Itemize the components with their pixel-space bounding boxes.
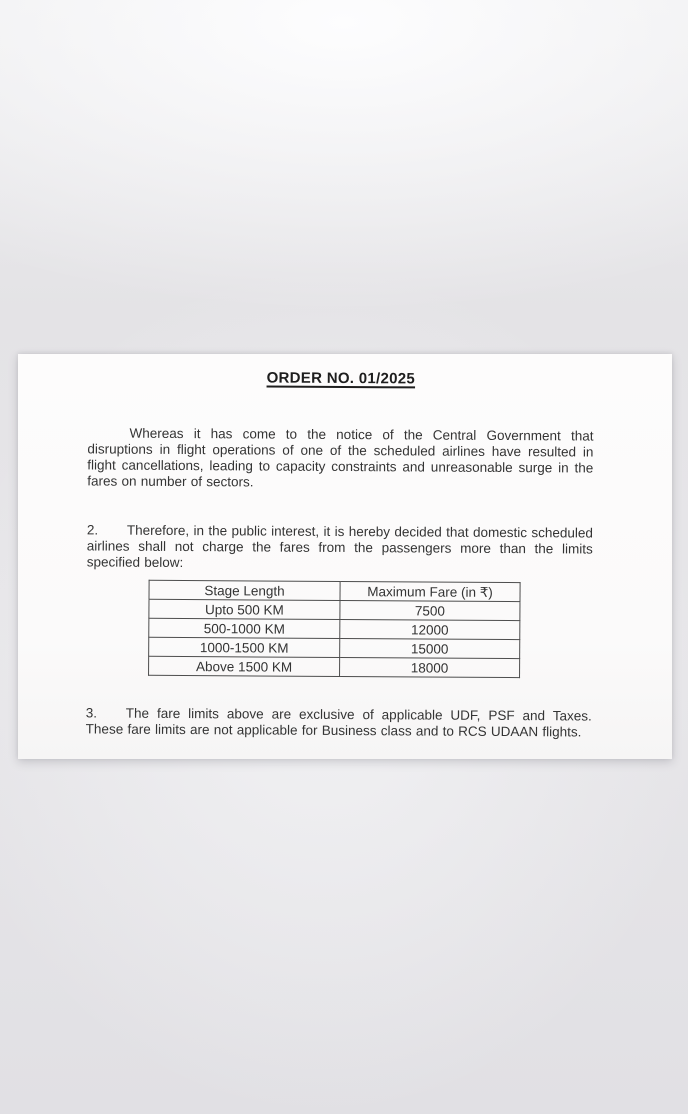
fare-table-cell-fare: 18000 [340, 657, 520, 677]
document-content [16, 352, 672, 741]
fare-table-cell-stage: 1000-1500 KM [149, 637, 340, 657]
fare-table-cell-stage: Above 1500 KM [149, 656, 340, 676]
fare-table-header-row [149, 580, 520, 601]
paragraph-3-number: 3. [85, 705, 98, 721]
paragraph-3-text: The fare limits above are exclusive of applicable UDF, PSF and Taxes. These fare limits are not applicable for Business class and to RCS UDAAN flights. [85, 705, 592, 740]
fare-table-row [149, 637, 520, 658]
order-title-text: ORDER NO. 01/2025 [266, 369, 416, 388]
fare-table [148, 580, 521, 678]
document-page [18, 354, 672, 759]
paragraph-2-text: Therefore, in the public interest, it is hereby decided that domestic scheduled airlines shall not charge the fares from the passengers more than the limits specified below: [86, 522, 593, 571]
fare-table-row [149, 656, 520, 677]
fare-table-row [149, 618, 520, 639]
fare-table-header-stage-length: Stage Length [149, 580, 340, 600]
fare-table-cell-fare: 15000 [340, 638, 520, 658]
fare-table-cell-fare: 12000 [340, 619, 520, 639]
order-title [88, 368, 594, 389]
paragraph-2 [87, 522, 593, 573]
fare-table-cell-stage: 500-1000 KM [149, 618, 340, 638]
paragraph-3 [86, 705, 592, 740]
paragraph-whereas: Whereas it has come to the notice of the Central Government that disruptions in flight operations of one of the scheduled airlines have resulted in flight cancellations, leading to capacity constraints and unreasonable surge in the fares on number of sectors. [87, 425, 594, 490]
fare-table-cell-stage: Upto 500 KM [149, 599, 340, 619]
paragraph-2-number: 2. [86, 522, 99, 538]
fare-table-row [149, 599, 520, 620]
fare-table-container [148, 580, 593, 679]
fare-table-cell-fare: 7500 [340, 600, 520, 620]
fare-table-header-maximum-fare: Maximum Fare (in ₹) [340, 581, 520, 601]
